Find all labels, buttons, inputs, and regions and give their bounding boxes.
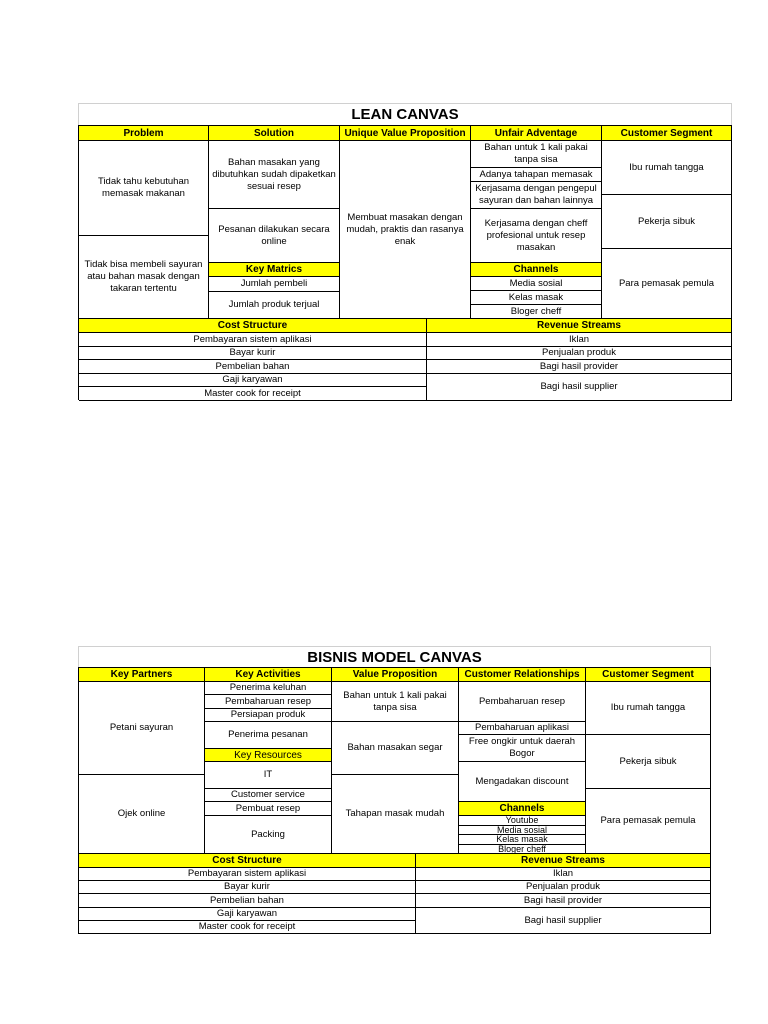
bmc-cost-4: Gaji karyawan (79, 908, 416, 921)
lean-header-uvp: Unique Value Proposition (340, 126, 471, 141)
lean-header-cost: Cost Structure (79, 319, 427, 333)
bmc-cost-2: Bayar kurir (79, 881, 416, 894)
bmc-resource-3: Pembuat resep (205, 802, 332, 816)
lean-unfair-4: Kerjasama dengan cheff profesional untuk resep masakan (471, 209, 602, 263)
bmc-header-segment: Customer Segment (586, 668, 711, 682)
lean-header-unfair: Unfair Adventage (471, 126, 602, 141)
bmc-revenue-4: Bagi hasil supplier (416, 908, 711, 934)
bmc-activity-3: Persiapan produk (205, 709, 332, 722)
bmc-header-resources: Key Resources (205, 749, 332, 762)
bmc-activity-4: Penerima pesanan (205, 722, 332, 749)
lean-cost-4: Gaji karyawan (79, 374, 427, 387)
lean-cost-2: Bayar kurir (79, 347, 427, 360)
lean-segment-3: Para pemasak pemula (602, 249, 732, 319)
bmc-channel-2: Media sosial (459, 826, 586, 836)
bmc-relationship-4: Mengadakan discount (459, 762, 586, 802)
bmc-revenue-2: Penjualan produk (416, 881, 711, 894)
lean-header-problem: Problem (79, 126, 209, 141)
lean-segment-1: Ibu rumah tangga (602, 141, 732, 195)
lean-header-segment: Customer Segment (602, 126, 732, 141)
lean-revenue-2: Penjualan produk (427, 347, 732, 360)
lean-problem-1: Tidak tahu kebutuhan memasak makanan (79, 141, 209, 236)
bmc-activity-1: Penerima keluhan (205, 682, 332, 695)
lean-header-channels: Channels (471, 263, 602, 277)
bmc-channel-1: Youtube (459, 816, 586, 826)
lean-segment-2: Pekerja sibuk (602, 195, 732, 249)
bmc-segment-3: Para pemasak pemula (586, 789, 711, 854)
lean-header-key-metrics: Key Matrics (209, 263, 340, 277)
bmc-activity-2: Pembaharuan resep (205, 695, 332, 709)
bmc-cost-3: Pembelian bahan (79, 894, 416, 908)
lean-unfair-1: Bahan untuk 1 kali pakai tanpa sisa (471, 141, 602, 168)
bmc-cost-5: Master cook for receipt (79, 921, 416, 934)
bmc-header-channels: Channels (459, 802, 586, 816)
bmc-vp-3: Tahapan masak mudah (332, 775, 459, 854)
lean-problem-2: Tidak bisa membeli sayuran atau bahan masak dengan takaran tertentu (79, 236, 209, 319)
bmc-resource-2: Customer service (205, 789, 332, 802)
bmc-header-relationships: Customer Relationships (459, 668, 586, 682)
bmc-revenue-1: Iklan (416, 868, 711, 881)
business-model-canvas (78, 646, 711, 934)
lean-cost-5: Master cook for receipt (79, 387, 427, 401)
lean-header-revenue: Revenue Streams (427, 319, 732, 333)
bmc-title: BISNIS MODEL CANVAS (78, 646, 711, 667)
bmc-channel-4: Bloger cheff (459, 845, 586, 855)
bmc-partner-2: Ojek online (79, 775, 205, 854)
lean-channel-2: Kelas masak (471, 291, 602, 305)
bmc-segment-2: Pekerja sibuk (586, 735, 711, 789)
lean-canvas-grid (78, 125, 732, 400)
lean-canvas (78, 103, 732, 400)
bmc-grid (78, 667, 711, 934)
bmc-header-cost: Cost Structure (79, 854, 416, 868)
bmc-header-partners: Key Partners (79, 668, 205, 682)
bmc-vp-1: Bahan untuk 1 kali pakai tanpa sisa (332, 682, 459, 722)
lean-cost-3: Pembelian bahan (79, 360, 427, 374)
lean-key-metric-2: Jumlah produk terjual (209, 292, 340, 319)
lean-revenue-3: Bagi hasil provider (427, 360, 732, 374)
bmc-resource-4: Packing (205, 816, 332, 854)
bmc-vp-2: Bahan masakan segar (332, 722, 459, 775)
lean-channel-3: Bloger cheff (471, 305, 602, 319)
lean-unfair-3: Kerjasama dengan pengepul sayuran dan bahan lainnya (471, 182, 602, 209)
lean-channel-1: Media sosial (471, 277, 602, 291)
bmc-resource-1: IT (205, 762, 332, 789)
lean-unfair-2: Adanya tahapan memasak (471, 168, 602, 182)
lean-revenue-1: Iklan (427, 333, 732, 347)
bmc-relationship-3: Free ongkir untuk daerah Bogor (459, 735, 586, 762)
bmc-relationship-2: Pembaharuan aplikasi (459, 722, 586, 735)
bmc-header-revenue: Revenue Streams (416, 854, 711, 868)
bmc-segment-1: Ibu rumah tangga (586, 682, 711, 735)
bmc-header-vp: Value Proposition (332, 668, 459, 682)
lean-key-metric-1: Jumlah pembeli (209, 277, 340, 292)
lean-solution-1: Bahan masakan yang dibutuhkan sudah dipaketkan sesuai resep (209, 141, 340, 209)
lean-header-solution: Solution (209, 126, 340, 141)
lean-canvas-title: LEAN CANVAS (78, 103, 732, 125)
bmc-channel-3: Kelas masak (459, 835, 586, 845)
lean-revenue-4: Bagi hasil supplier (427, 374, 732, 401)
bmc-relationship-1: Pembaharuan resep (459, 682, 586, 722)
lean-cost-1: Pembayaran sistem aplikasi (79, 333, 427, 347)
bmc-revenue-3: Bagi hasil provider (416, 894, 711, 908)
bmc-cost-1: Pembayaran sistem aplikasi (79, 868, 416, 881)
bmc-header-activities: Key Activities (205, 668, 332, 682)
lean-uvp: Membuat masakan dengan mudah, praktis dan rasanya enak (340, 141, 471, 319)
lean-solution-2: Pesanan dilakukan secara online (209, 209, 340, 263)
bmc-partner-1: Petani sayuran (79, 682, 205, 775)
